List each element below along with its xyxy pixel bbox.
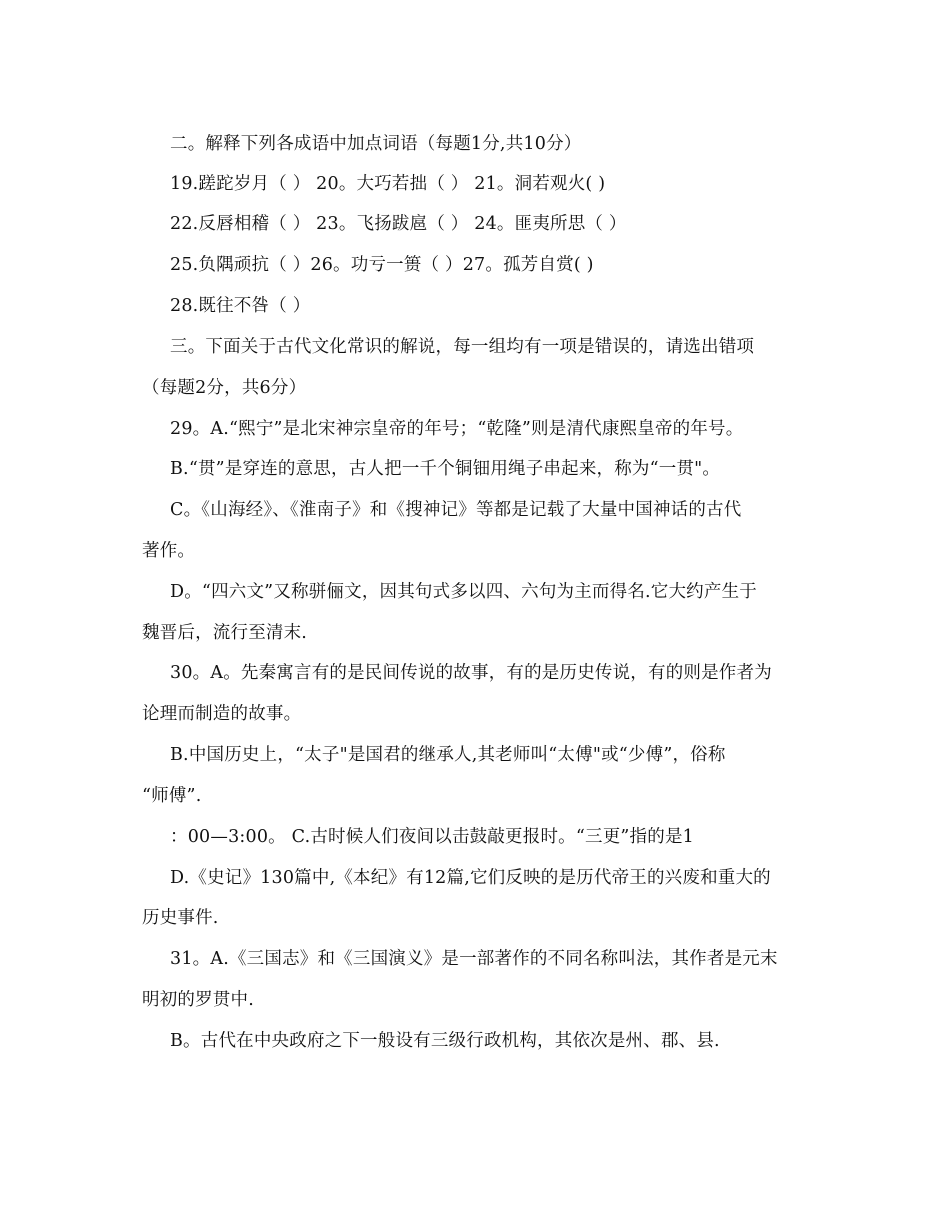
question-30-option-a-cont: 论理而制造的故事。 [142,704,302,724]
question-29-option-d: D。“四六文”又称骈俪文，因其句式多以四、六句为主而得名.它大约产生于 [170,582,757,602]
question-30-option-d-cont: 历史事件. [142,908,219,928]
question-31-option-b: B。古代在中央政府之下一般设有三级行政机构，其依次是州、郡、县. [170,1031,720,1051]
question-29-option-c: C。《山海经》、《淮南子》和《搜神记》等都是记载了大量中国神话的古代 [170,500,742,520]
section-two-heading: 二。解释下列各成语中加点词语（每题1分,共10分） [170,134,582,154]
question-line-25-27: 25.负隅顽抗（ ）26。功亏一篑（ ）27。孤芳自赏( ) [170,255,594,275]
question-30-option-b: B.中国历史上，“太子"是国君的继承人,其老师叫“太傅"或“少傅”，俗称 [170,745,726,765]
question-line-22-24: 22.反唇相稽（ ） 23。飞扬跋扈（ ） 24。匪夷所思（ ） [170,214,627,234]
question-29-option-a: 29。A.“熙宁”是北宋神宗皇帝的年号；“乾隆”则是清代康熙皇帝的年号。 [170,419,744,439]
section-three-heading-cont: （每题2分，共6分） [142,378,307,398]
question-29-option-c-cont: 著作。 [142,541,196,561]
question-line-28: 28.既往不咎（ ） [170,296,311,316]
question-30-option-a: 30。A。先秦寓言有的是民间传说的故事，有的是历史传说，有的则是作者为 [170,663,772,683]
question-30-option-d: D.《史记》130篇中,《本纪》有12篇,它们反映的是历代帝王的兴废和重大的 [170,868,771,888]
question-line-19-21: 19.蹉跎岁月（ ） 20。大巧若拙（ ） 21。洞若观火( ) [170,174,606,194]
question-29-option-b: B.“贯”是穿连的意思，古人把一千个铜钿用绳子串起来，称为“一贯"。 [170,459,721,479]
question-31-option-a-cont: 明初的罗贯中. [142,990,254,1010]
question-30-option-c: ：00—3:00。 C.古时候人们夜间以击鼓敲更报时。“三更”指的是1 [170,827,694,847]
question-31-option-a: 31。A.《三国志》和《三国演义》是一部著作的不同名称叫法，其作者是元末 [170,949,778,969]
section-three-heading: 三。下面关于古代文化常识的解说，每一组均有一项是错误的，请选出错项 [170,337,755,357]
question-29-option-d-cont: 魏晋后，流行至清末. [142,623,308,643]
question-30-option-b-cont: “师傅”. [142,786,202,806]
